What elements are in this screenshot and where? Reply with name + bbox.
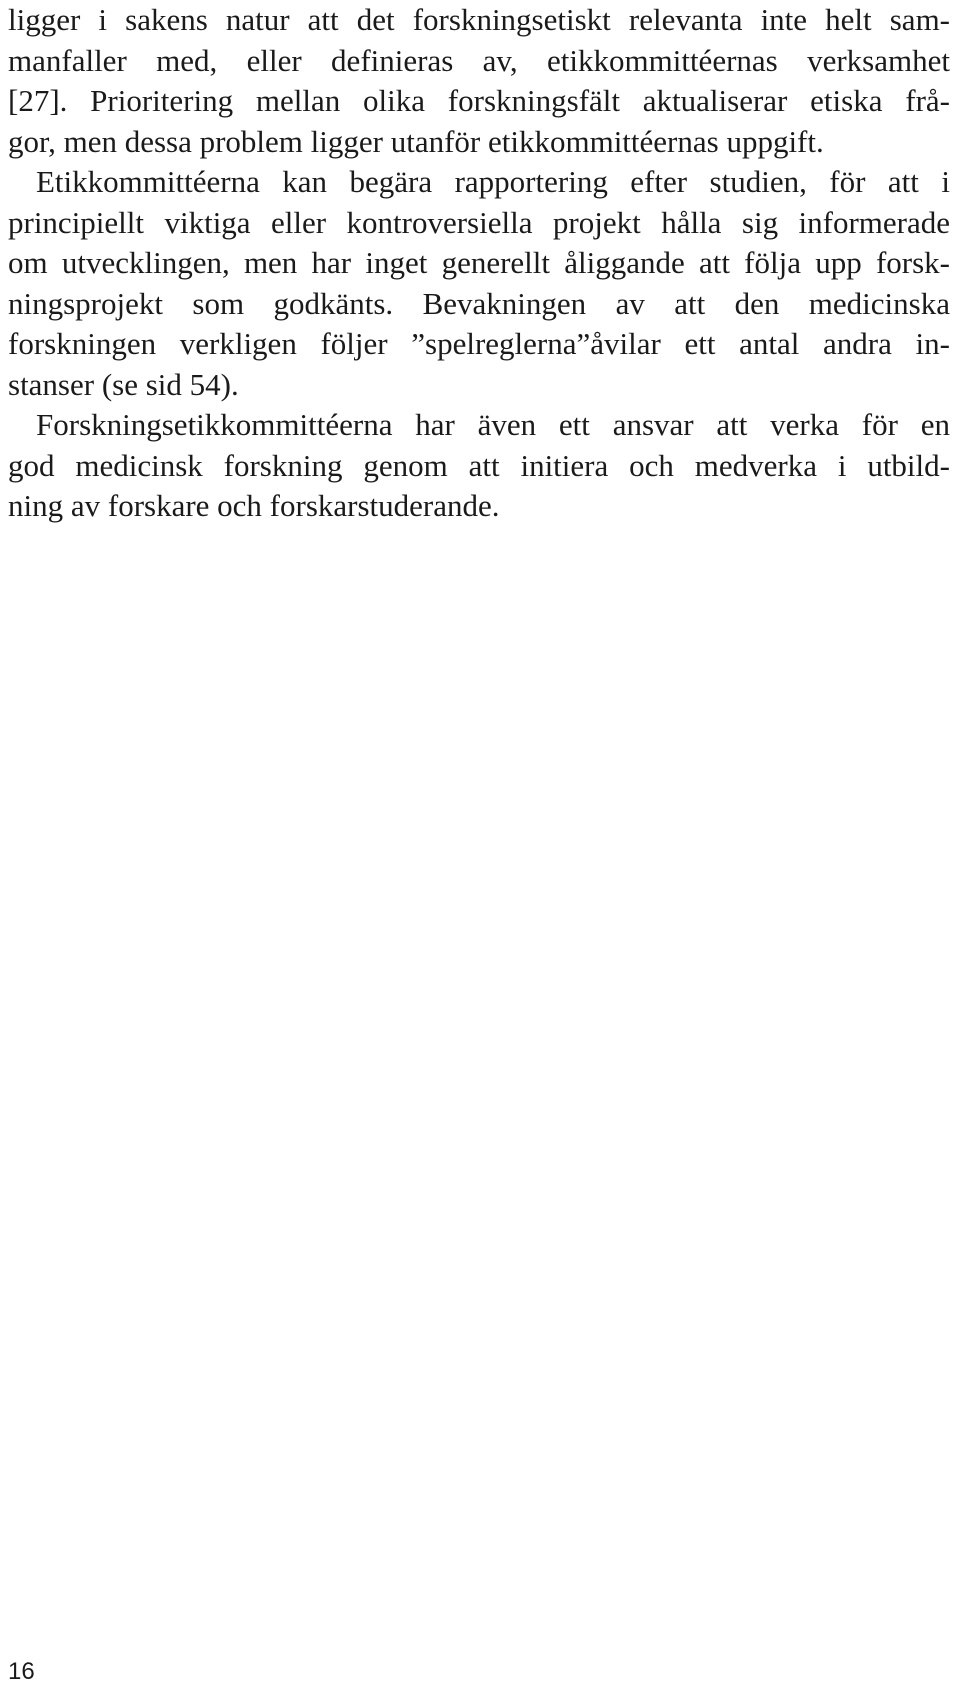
text-line: manfaller med, eller definieras av, etikkommittéernas verksamhet [8,42,950,78]
page-number: 16 [8,1658,35,1685]
text-line: stanser (se sid 54). [8,366,239,402]
text-line: gor, men dessa problem ligger utanför etikkommittéernas uppgift. [8,123,824,159]
paragraph-1 [8,0,950,162]
paragraph-2 [8,162,950,405]
body-text [8,0,950,527]
text-line: god medicinsk forskning genom att initiera och medverka i utbild- [8,447,950,483]
paragraph-3 [8,405,950,527]
text-line: principiellt viktiga eller kontroversiella projekt hålla sig informerade [8,204,950,240]
text-line: ning av forskare och forskarstuderande. [8,488,500,523]
text-line: om utvecklingen, men har inget generellt åliggande att följa upp forsk- [8,245,950,280]
text-line: Etikkommittéerna kan begära rapportering efter studien, för att i [36,164,950,199]
text-line: ligger i sakens natur att det forskningsetiskt relevanta inte helt sam- [8,2,950,37]
text-line: forskningen verkligen följer ”spelreglerna”åvilar ett antal andra in- [8,326,950,361]
text-line: [27]. Prioritering mellan olika forskningsfält aktualiserar etiska frå- [8,83,950,118]
text-line: Forskningsetikkommittéerna har även ett ansvar att verka för en [36,407,950,442]
text-line: ningsprojekt som godkänts. Bevakningen av att den medicinska [8,285,950,321]
